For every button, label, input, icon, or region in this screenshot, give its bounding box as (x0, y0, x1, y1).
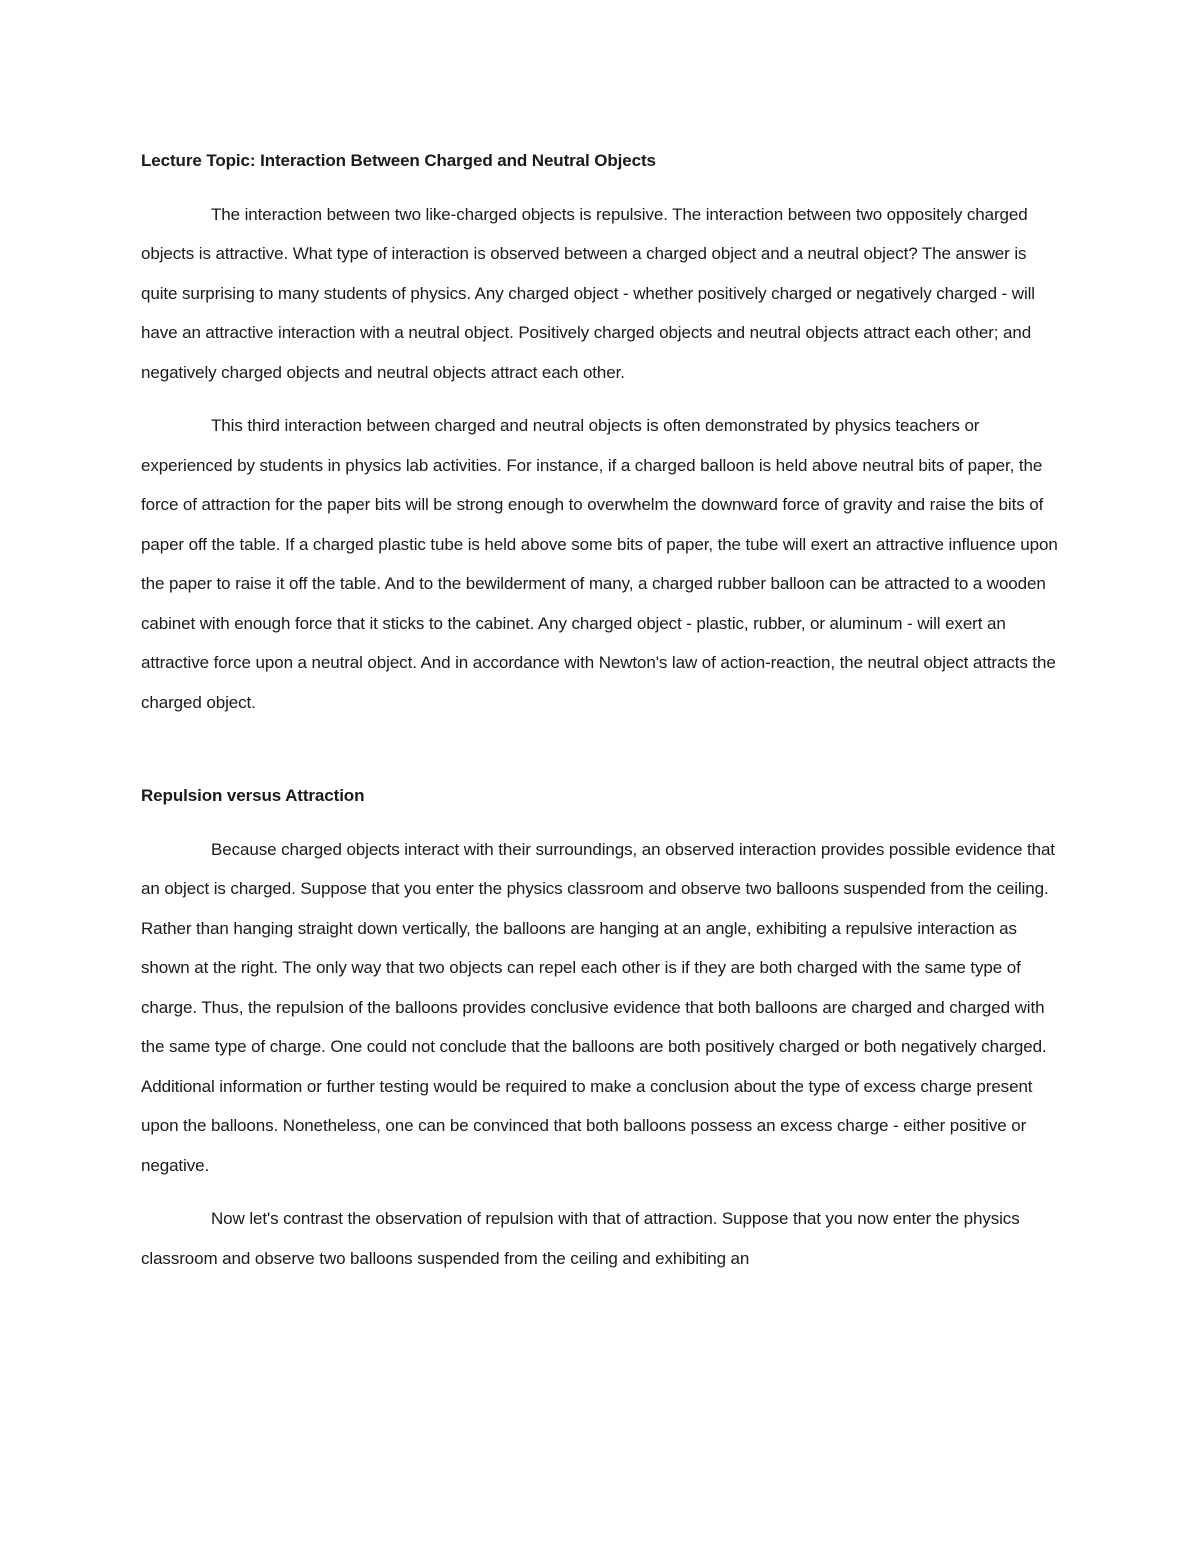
spacer (141, 816, 1061, 830)
paragraph: Because charged objects interact with their surroundings, an observed interaction provides possible evidence that an object is charged. Suppose that you enter the physics classroom and observe two balloons suspended from the ceiling. Rather than hanging straight down vertically, the balloons are hanging at an angle, exhibiting a repulsive interaction as shown at the right. The only way that two objects can repel each other is if they are both charged with the same type of charge. Thus, the repulsion of the balloons provides conclusive evidence that both balloons are charged and charged with the same type of charge. One could not conclude that the balloons are both positively charged or both negatively charged. Additional information or further testing would be required to make a conclusion about the type of excess charge present upon the balloons. Nonetheless, one can be convinced that both balloons possess an excess charge - either positive or negative. (141, 839, 1055, 1175)
spacer (141, 392, 1061, 406)
paragraph: Now let's contrast the observation of repulsion with that of attraction. Suppose that you now enter the physics classroom and observe two balloons suspended from the ceiling and exhibiting an (141, 1209, 1020, 1268)
document-body (141, 141, 1061, 1278)
page-title: Lecture Topic: Interaction Between Charged and Neutral Objects (141, 151, 656, 170)
spacer (141, 722, 1061, 776)
spacer (141, 181, 1061, 195)
section-heading: Repulsion versus Attraction (141, 786, 365, 805)
paragraph: The interaction between two like-charged objects is repulsive. The interaction between two oppositely charged objects is attractive. What type of interaction is observed between a charged object and a neutral object? The answer is quite surprising to many students of physics. Any charged object - whether positively charged or negatively charged - will have an attractive interaction with a neutral object. Positively charged objects and neutral objects attract each other; and negatively charged objects and neutral objects attract each other. (141, 204, 1035, 382)
paragraph: This third interaction between charged and neutral objects is often demonstrated by physics teachers or experienced by students in physics lab activities. For instance, if a charged balloon is held above neutral bits of paper, the force of attraction for the paper bits will be strong enough to overwhelm the downward force of gravity and raise the bits of paper off the table. If a charged plastic tube is held above some bits of paper, the tube will exert an attractive influence upon the paper to raise it off the table. And to the bewilderment of many, a charged rubber balloon can be attracted to a wooden cabinet with enough force that it sticks to the cabinet. Any charged object - plastic, rubber, or aluminum - will exert an attractive force upon a neutral object. And in accordance with Newton's law of action-reaction, the neutral object attracts the charged object. (141, 416, 1058, 712)
spacer (141, 1185, 1061, 1199)
